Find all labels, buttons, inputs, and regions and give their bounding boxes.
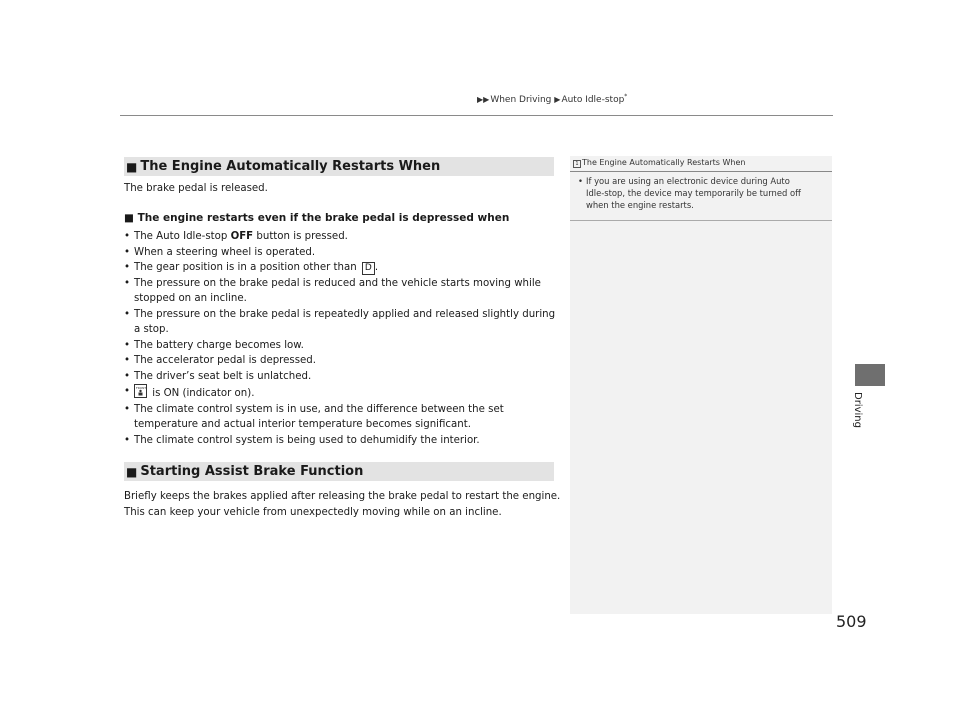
top-rule	[120, 115, 833, 116]
sidebar-bottom-rule	[570, 220, 832, 221]
intro-text: The brake pedal is released.	[124, 183, 268, 194]
gear-d-icon: D	[362, 262, 375, 275]
section-header-restarts	[124, 157, 554, 176]
list-item-text: The battery charge becomes low.	[134, 339, 304, 351]
breadcrumb-asterisk: *	[624, 93, 628, 100]
list-item	[124, 229, 555, 245]
reference-icon: 1	[573, 160, 581, 168]
front-occupant-sensor-icon	[134, 384, 147, 398]
bullet-icon: •	[124, 246, 131, 258]
section-marker-icon: ■	[126, 159, 138, 174]
bullet-icon: •	[124, 262, 131, 273]
note-line: If you are using an electronic device during Auto	[586, 176, 790, 186]
breadcrumb-arrow-icon: ▶	[554, 95, 561, 104]
breadcrumb-topic[interactable]: Auto Idle-stop	[561, 95, 625, 105]
list-item-text: The Auto Idle-stop	[134, 231, 231, 242]
bullet-icon: •	[124, 277, 131, 289]
list-item-text: .	[374, 262, 379, 273]
note-line: Idle-stop, the device may temporarily be turned off	[586, 188, 801, 198]
breadcrumb-arrows-icon: ▶▶	[477, 95, 490, 104]
breadcrumb-section[interactable]: When Driving	[490, 95, 552, 105]
sidebar-note-panel	[570, 156, 832, 614]
section-title: Starting Assist Brake Function	[140, 464, 364, 479]
list-item-text: temperature and actual interior temperature becomes significant.	[134, 419, 471, 430]
paragraph-line: Briefly keeps the brakes applied after releasing the brake pedal to restart the engine.	[124, 491, 561, 502]
bullet-icon: •	[124, 339, 131, 351]
list-item-text: The climate control system is in use, and the difference between the set	[134, 403, 504, 415]
bullet-icon: •	[124, 403, 131, 415]
sub-heading	[124, 212, 509, 224]
bullet-icon: •	[124, 434, 131, 446]
starting-assist-text	[124, 489, 560, 520]
section-marker-icon: ■	[126, 464, 138, 479]
bullet-icon: •	[124, 231, 131, 242]
list-item	[124, 338, 555, 354]
section-header-starting-assist	[124, 462, 554, 481]
list-item-text: stopped on an incline.	[134, 293, 247, 304]
list-item-text: is ON (indicator on).	[149, 388, 255, 399]
list-item	[124, 276, 555, 307]
list-item-text: The gear position is in a position other than	[134, 262, 360, 273]
restart-conditions-list	[124, 229, 555, 448]
list-item	[124, 260, 555, 276]
bullet-icon: •	[578, 176, 583, 186]
svg-text:FRONT: FRONT	[136, 386, 146, 390]
list-item	[124, 245, 555, 261]
bullet-icon: •	[124, 308, 131, 320]
list-item	[124, 384, 555, 402]
section-title: The Engine Automatically Restarts When	[140, 159, 441, 174]
list-item	[124, 433, 555, 449]
page-number: 509	[836, 612, 867, 631]
list-item-text: button is pressed.	[253, 231, 348, 242]
bullet-icon: •	[124, 355, 131, 366]
paragraph-line: This can keep your vehicle from unexpectedly moving while on an incline.	[124, 506, 502, 518]
list-item-text: The climate control system is being used to dehumidify the interior.	[134, 434, 480, 446]
sidebar-title	[573, 158, 745, 168]
list-item-text: The pressure on the brake pedal is repeatedly applied and released slightly during	[134, 308, 556, 320]
bullet-icon: •	[124, 386, 131, 397]
chapter-label: Driving	[852, 392, 863, 428]
bullet-icon: •	[124, 370, 131, 382]
list-item-text: The driver’s seat belt is unlatched.	[134, 370, 312, 382]
list-item	[124, 353, 555, 369]
sidebar-note	[578, 175, 828, 211]
list-item-text: The pressure on the brake pedal is reduced and the vehicle starts moving while	[134, 277, 541, 289]
list-item-text: The accelerator pedal is depressed.	[134, 355, 316, 366]
sidebar-title-text: The Engine Automatically Restarts When	[582, 158, 746, 167]
sub-heading-marker-icon: ■	[124, 212, 138, 224]
sidebar-rule	[570, 171, 832, 172]
list-item-text: When a steering wheel is operated.	[134, 246, 316, 258]
list-item-text: a stop.	[134, 324, 169, 335]
note-line: when the engine restarts.	[586, 200, 694, 210]
list-item	[124, 402, 555, 433]
breadcrumb	[477, 93, 627, 105]
off-button-label: OFF	[230, 231, 254, 242]
sub-heading-text: The engine restarts even if the brake pedal is depressed when	[137, 212, 510, 224]
chapter-tab[interactable]	[855, 364, 885, 386]
list-item	[124, 307, 555, 338]
list-item	[124, 369, 555, 385]
